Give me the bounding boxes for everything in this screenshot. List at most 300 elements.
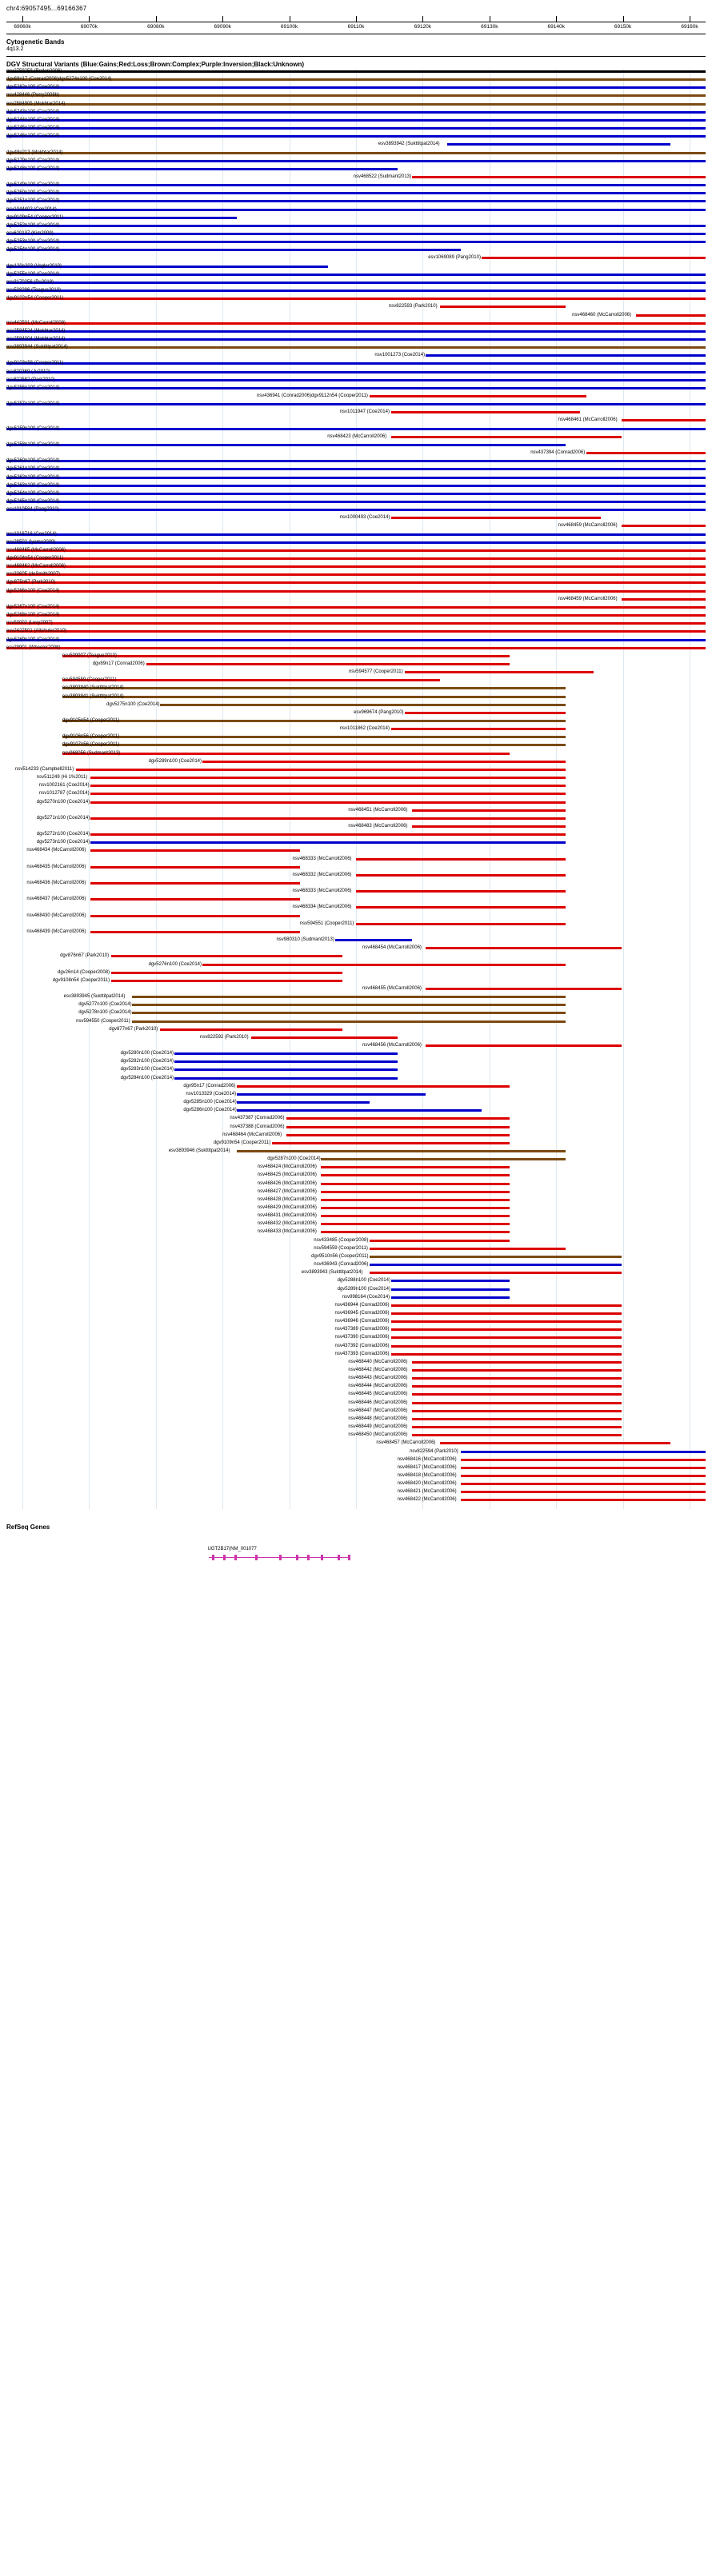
dgv-variant-track[interactable] (6, 1449, 706, 1455)
dgv-variant-track[interactable] (6, 889, 706, 894)
variant-bar[interactable] (237, 1093, 426, 1096)
variant-bar[interactable] (6, 322, 706, 325)
dgv-variant-track[interactable] (6, 913, 706, 919)
dgv-variant-track[interactable] (6, 207, 706, 213)
dgv-variant-track[interactable] (6, 775, 706, 781)
dgv-variant-track[interactable] (6, 1010, 706, 1016)
variant-bar[interactable] (174, 1052, 398, 1055)
variant-bar[interactable] (90, 849, 300, 852)
variant-bar[interactable] (237, 1150, 566, 1152)
dgv-variant-track[interactable] (6, 653, 706, 659)
variant-bar[interactable] (405, 712, 566, 714)
variant-bar[interactable] (321, 1223, 510, 1225)
dgv-variant-track[interactable] (6, 1181, 706, 1187)
dgv-variant-track[interactable] (6, 848, 706, 853)
dgv-variant-track[interactable] (6, 1197, 706, 1203)
variant-bar[interactable] (6, 362, 706, 365)
dgv-variant-track[interactable] (6, 1457, 706, 1463)
variant-bar[interactable] (6, 298, 706, 300)
variant-bar[interactable] (62, 687, 566, 689)
dgv-variant-track[interactable] (6, 523, 706, 529)
variant-bar[interactable] (237, 1085, 510, 1088)
variant-bar[interactable] (391, 436, 622, 438)
dgv-variant-track[interactable] (6, 1229, 706, 1235)
variant-bar[interactable] (90, 915, 300, 917)
variant-bar[interactable] (370, 1264, 622, 1266)
variant-bar[interactable] (202, 761, 566, 763)
dgv-variant-track[interactable] (6, 1108, 706, 1113)
dgv-variant-track[interactable] (6, 1205, 706, 1211)
dgv-variant-track[interactable] (6, 401, 706, 407)
variant-bar[interactable] (370, 1248, 566, 1250)
dgv-variant-track[interactable] (6, 77, 706, 82)
dgv-variant-track[interactable] (6, 970, 706, 976)
variant-bar[interactable] (6, 468, 706, 470)
variant-bar[interactable] (412, 176, 706, 178)
dgv-variant-track[interactable] (6, 483, 706, 489)
dgv-variant-track[interactable] (6, 1164, 706, 1170)
dgv-variant-track[interactable] (6, 223, 706, 229)
variant-bar[interactable] (426, 1044, 622, 1047)
dgv-variant-track[interactable] (6, 978, 706, 984)
variant-bar[interactable] (426, 988, 622, 990)
variant-bar[interactable] (6, 249, 461, 251)
dgv-variant-track[interactable] (6, 255, 706, 261)
dgv-variant-track[interactable] (6, 118, 706, 123)
variant-bar[interactable] (391, 411, 580, 413)
variant-bar[interactable] (6, 200, 706, 202)
dgv-variant-track[interactable] (6, 759, 706, 765)
variant-bar[interactable] (461, 1491, 706, 1493)
variant-bar[interactable] (412, 1385, 622, 1388)
variant-bar[interactable] (461, 1459, 706, 1461)
dgv-variant-track[interactable] (6, 645, 706, 651)
variant-bar[interactable] (174, 1068, 398, 1071)
variant-bar[interactable] (6, 192, 706, 194)
dgv-variant-track[interactable] (6, 1262, 706, 1268)
variant-bar[interactable] (6, 557, 706, 560)
dgv-variant-track[interactable] (6, 1124, 706, 1130)
variant-bar[interactable] (405, 671, 594, 673)
dgv-variant-track[interactable] (6, 629, 706, 634)
dgv-variant-track[interactable] (6, 751, 706, 757)
variant-bar[interactable] (90, 833, 566, 836)
dgv-variant-track[interactable] (6, 1424, 706, 1430)
variant-bar[interactable] (6, 94, 706, 97)
variant-bar[interactable] (6, 630, 706, 633)
variant-bar[interactable] (62, 736, 566, 738)
dgv-variant-track[interactable] (6, 313, 706, 318)
dgv-variant-track[interactable] (6, 1400, 706, 1406)
variant-bar[interactable] (461, 1483, 706, 1485)
dgv-variant-track[interactable] (6, 1287, 706, 1292)
variant-bar[interactable] (461, 1475, 706, 1477)
dgv-variant-track[interactable] (6, 272, 706, 278)
dgv-variant-track[interactable] (6, 1416, 706, 1422)
variant-bar[interactable] (6, 233, 706, 235)
variant-bar[interactable] (356, 874, 566, 877)
variant-bar[interactable] (391, 1296, 510, 1299)
dgv-variant-track[interactable] (6, 994, 706, 1000)
variant-bar[interactable] (6, 509, 706, 511)
variant-bar[interactable] (6, 606, 706, 609)
dgv-variant-track[interactable] (6, 945, 706, 951)
dgv-variant-track[interactable] (6, 166, 706, 172)
dgv-variant-track[interactable] (6, 1140, 706, 1146)
dgv-variant-track[interactable] (6, 150, 706, 156)
dgv-variant-track[interactable] (6, 767, 706, 773)
dgv-variant-track[interactable] (6, 791, 706, 797)
variant-bar[interactable] (6, 330, 706, 333)
dgv-variant-track[interactable] (6, 962, 706, 968)
dgv-variant-track[interactable] (6, 102, 706, 107)
dgv-variant-track[interactable] (6, 345, 706, 350)
variant-bar[interactable] (90, 898, 300, 901)
dgv-variant-track[interactable] (6, 873, 706, 878)
dgv-variant-track[interactable] (6, 515, 706, 521)
dgv-variant-track[interactable] (6, 702, 706, 708)
variant-bar[interactable] (391, 1345, 622, 1348)
dgv-variant-track[interactable] (6, 158, 706, 164)
variant-bar[interactable] (6, 346, 706, 349)
dgv-variant-track[interactable] (6, 231, 706, 237)
variant-bar[interactable] (321, 1191, 510, 1193)
dgv-variant-track[interactable] (6, 1473, 706, 1479)
variant-bar[interactable] (202, 964, 566, 966)
variant-bar[interactable] (272, 1142, 510, 1144)
variant-bar[interactable] (6, 379, 706, 381)
dgv-variant-track[interactable] (6, 1465, 706, 1471)
dgv-variant-track[interactable] (6, 1132, 706, 1138)
gene-ugt2b17[interactable] (207, 1546, 349, 1561)
variant-bar[interactable] (370, 1240, 510, 1242)
variant-bar[interactable] (132, 1012, 566, 1014)
dgv-variant-track[interactable] (6, 1116, 706, 1121)
dgv-variant-track[interactable] (6, 1019, 706, 1024)
dgv-variant-track[interactable] (6, 572, 706, 577)
dgv-variant-track[interactable] (6, 897, 706, 902)
variant-bar[interactable] (6, 565, 706, 568)
dgv-variant-track[interactable] (6, 134, 706, 139)
dgv-variant-track[interactable] (6, 1344, 706, 1349)
dgv-variant-track[interactable] (6, 953, 706, 959)
dgv-variant-track[interactable] (6, 677, 706, 683)
variant-bar[interactable] (146, 663, 510, 665)
variant-bar[interactable] (321, 1215, 510, 1217)
dgv-variant-track[interactable] (6, 369, 706, 375)
dgv-variant-track[interactable] (6, 93, 706, 98)
dgv-variant-track[interactable] (6, 1084, 706, 1089)
variant-bar[interactable] (6, 371, 706, 373)
dgv-variant-track[interactable] (6, 865, 706, 870)
variant-bar[interactable] (160, 1028, 342, 1031)
variant-bar[interactable] (62, 679, 440, 681)
dgv-variant-track[interactable] (6, 734, 706, 740)
dgv-variant-track[interactable] (6, 353, 706, 358)
variant-bar[interactable] (356, 890, 566, 893)
dgv-variant-track[interactable] (6, 564, 706, 569)
dgv-variant-track[interactable] (6, 605, 706, 610)
dgv-variant-track[interactable] (6, 1392, 706, 1397)
variant-bar[interactable] (391, 1320, 622, 1323)
dgv-variant-track[interactable] (6, 1335, 706, 1340)
dgv-variant-track[interactable] (6, 613, 706, 618)
variant-bar[interactable] (412, 1377, 622, 1380)
dgv-variant-track[interactable] (6, 1059, 706, 1064)
variant-bar[interactable] (440, 306, 566, 308)
variant-bar[interactable] (6, 111, 706, 114)
dgv-variant-track[interactable] (6, 1221, 706, 1227)
dgv-variant-track[interactable] (6, 937, 706, 943)
dgv-variant-track[interactable] (6, 174, 706, 180)
dgv-variant-track[interactable] (6, 304, 706, 310)
variant-bar[interactable] (62, 720, 566, 722)
dgv-variant-track[interactable] (6, 1408, 706, 1414)
dgv-variant-track[interactable] (6, 247, 706, 253)
dgv-variant-track[interactable] (6, 417, 706, 423)
variant-bar[interactable] (321, 1183, 510, 1185)
variant-bar[interactable] (6, 168, 398, 170)
variant-bar[interactable] (111, 972, 342, 974)
dgv-variant-track[interactable] (6, 881, 706, 886)
dgv-variant-track[interactable] (6, 385, 706, 391)
dgv-variant-track[interactable] (6, 215, 706, 221)
variant-bar[interactable] (90, 817, 566, 820)
variant-bar[interactable] (6, 573, 706, 576)
dgv-variant-track[interactable] (6, 905, 706, 910)
variant-bar[interactable] (6, 647, 706, 649)
dgv-variant-track[interactable] (6, 450, 706, 456)
dgv-variant-track[interactable] (6, 409, 706, 415)
dgv-variant-track[interactable] (6, 142, 706, 147)
variant-bar[interactable] (391, 1304, 622, 1307)
dgv-variant-track[interactable] (6, 377, 706, 383)
variant-bar[interactable] (321, 1199, 510, 1201)
variant-bar[interactable] (321, 1231, 510, 1233)
dgv-variant-track[interactable] (6, 1360, 706, 1365)
dgv-variant-track[interactable] (6, 393, 706, 399)
dgv-variant-track[interactable] (6, 198, 706, 204)
dgv-variant-track[interactable] (6, 1368, 706, 1373)
dgv-variant-track[interactable] (6, 1254, 706, 1260)
variant-bar[interactable] (90, 841, 566, 844)
variant-bar[interactable] (412, 1410, 622, 1412)
dgv-variant-track[interactable] (6, 637, 706, 643)
variant-bar[interactable] (370, 1272, 622, 1274)
dgv-variant-track[interactable] (6, 1489, 706, 1495)
variant-bar[interactable] (370, 1256, 622, 1258)
dgv-variant-track[interactable] (6, 685, 706, 691)
variant-bar[interactable] (636, 314, 706, 317)
dgv-variant-track[interactable] (6, 929, 706, 935)
dgv-variant-track[interactable] (6, 499, 706, 505)
variant-bar[interactable] (90, 931, 300, 933)
dgv-variant-track[interactable] (6, 710, 706, 716)
dgv-variant-track[interactable] (6, 426, 706, 432)
variant-bar[interactable] (6, 590, 706, 593)
dgv-variant-track[interactable] (6, 280, 706, 286)
variant-bar[interactable] (447, 143, 671, 146)
variant-bar[interactable] (111, 955, 342, 957)
dgv-variant-track[interactable] (6, 1303, 706, 1308)
variant-bar[interactable] (356, 858, 566, 861)
dgv-variant-track[interactable] (6, 1002, 706, 1008)
dgv-variant-track[interactable] (6, 1172, 706, 1178)
dgv-variant-track[interactable] (6, 1246, 706, 1252)
variant-bar[interactable] (286, 1126, 510, 1128)
variant-bar[interactable] (370, 395, 586, 397)
variant-bar[interactable] (356, 923, 566, 925)
variant-bar[interactable] (6, 135, 706, 138)
variant-bar[interactable] (412, 1426, 622, 1428)
variant-bar[interactable] (391, 728, 566, 730)
dgv-variant-track[interactable] (6, 1213, 706, 1219)
dgv-variant-track[interactable] (6, 986, 706, 992)
variant-bar[interactable] (391, 1336, 622, 1339)
variant-bar[interactable] (6, 460, 706, 462)
variant-bar[interactable] (160, 704, 566, 706)
variant-bar[interactable] (90, 785, 566, 787)
variant-bar[interactable] (132, 996, 566, 998)
dgv-variant-track[interactable] (6, 832, 706, 837)
dgv-variant-track[interactable] (6, 669, 706, 675)
dgv-variant-track[interactable] (6, 296, 706, 302)
dgv-variant-track[interactable] (6, 840, 706, 845)
variant-bar[interactable] (6, 403, 706, 405)
dgv-variant-track[interactable] (6, 1067, 706, 1072)
variant-bar[interactable] (111, 980, 342, 982)
dgv-variant-track[interactable] (6, 726, 706, 732)
dgv-variant-track[interactable] (6, 1327, 706, 1332)
variant-bar[interactable] (6, 184, 706, 186)
dgv-variant-track[interactable] (6, 190, 706, 196)
variant-bar[interactable] (321, 1158, 566, 1160)
variant-bar[interactable] (132, 1004, 566, 1006)
variant-bar[interactable] (622, 525, 706, 527)
variant-bar[interactable] (391, 1288, 510, 1291)
dgv-variant-track[interactable] (6, 1238, 706, 1244)
variant-bar[interactable] (321, 1207, 510, 1209)
variant-bar[interactable] (6, 549, 706, 552)
dgv-variant-track[interactable] (6, 442, 706, 448)
dgv-variant-track[interactable] (6, 1043, 706, 1048)
dgv-variant-track[interactable] (6, 1189, 706, 1195)
variant-bar[interactable] (391, 1353, 622, 1356)
dgv-variant-track[interactable] (6, 921, 706, 927)
dgv-variant-track[interactable] (6, 1384, 706, 1389)
dgv-variant-track[interactable] (6, 824, 706, 829)
dgv-variant-track[interactable] (6, 110, 706, 115)
dgv-variant-track[interactable] (6, 1270, 706, 1276)
dgv-variant-track[interactable] (6, 507, 706, 513)
dgv-variant-track[interactable] (6, 1319, 706, 1324)
variant-bar[interactable] (174, 1077, 398, 1080)
variant-bar[interactable] (6, 581, 706, 584)
variant-bar[interactable] (321, 1166, 510, 1168)
variant-bar[interactable] (6, 119, 706, 122)
variant-bar[interactable] (6, 152, 706, 154)
dgv-variant-track[interactable] (6, 69, 706, 74)
variant-bar[interactable] (335, 939, 412, 941)
variant-bar[interactable] (412, 1434, 622, 1436)
dgv-variant-track[interactable] (6, 491, 706, 497)
variant-bar[interactable] (586, 452, 706, 454)
dgv-variant-track[interactable] (6, 1051, 706, 1056)
dgv-variant-track[interactable] (6, 1076, 706, 1081)
variant-bar[interactable] (482, 257, 706, 259)
dgv-variant-track[interactable] (6, 580, 706, 585)
variant-bar[interactable] (6, 533, 706, 536)
dgv-variant-track[interactable] (6, 264, 706, 270)
variant-bar[interactable] (391, 1312, 622, 1315)
variant-bar[interactable] (412, 1361, 622, 1364)
variant-bar[interactable] (6, 338, 706, 341)
variant-bar[interactable] (90, 793, 566, 795)
variant-bar[interactable] (62, 744, 566, 746)
dgv-variant-track[interactable] (6, 1481, 706, 1487)
dgv-variant-track[interactable] (6, 85, 706, 90)
variant-bar[interactable] (6, 86, 706, 89)
variant-bar[interactable] (440, 1442, 670, 1444)
variant-bar[interactable] (90, 777, 566, 779)
dgv-variant-track[interactable] (6, 1295, 706, 1300)
variant-bar[interactable] (412, 809, 566, 812)
dgv-variant-track[interactable] (6, 1278, 706, 1284)
dgv-variant-track[interactable] (6, 857, 706, 862)
dgv-variant-track[interactable] (6, 1311, 706, 1316)
variant-bar[interactable] (132, 1020, 566, 1023)
variant-bar[interactable] (461, 1499, 706, 1501)
dgv-variant-track[interactable] (6, 475, 706, 481)
dgv-variant-track[interactable] (6, 816, 706, 821)
variant-bar[interactable] (391, 1280, 510, 1282)
variant-bar[interactable] (622, 419, 706, 421)
dgv-variant-track[interactable] (6, 1432, 706, 1438)
variant-bar[interactable] (6, 103, 706, 106)
variant-bar[interactable] (6, 541, 706, 544)
dgv-variant-track[interactable] (6, 466, 706, 472)
dgv-variant-track[interactable] (6, 434, 706, 440)
dgv-variant-track[interactable] (6, 556, 706, 561)
variant-bar[interactable] (412, 1369, 622, 1372)
dgv-variant-track[interactable] (6, 1440, 706, 1446)
variant-bar[interactable] (286, 1117, 510, 1120)
variant-bar[interactable] (461, 1467, 706, 1469)
dgv-variant-track[interactable] (6, 540, 706, 545)
variant-bar[interactable] (391, 517, 601, 519)
variant-bar[interactable] (426, 947, 622, 949)
variant-bar[interactable] (6, 160, 706, 162)
variant-bar[interactable] (6, 614, 706, 617)
dgv-variant-track[interactable] (6, 458, 706, 464)
dgv-variant-track[interactable] (6, 1376, 706, 1381)
variant-bar[interactable] (412, 825, 566, 828)
dgv-variant-track[interactable] (6, 800, 706, 805)
variant-bar[interactable] (412, 1393, 622, 1396)
variant-bar[interactable] (412, 1402, 622, 1404)
variant-bar[interactable] (286, 1134, 510, 1136)
variant-bar[interactable] (6, 241, 706, 243)
variant-bar[interactable] (412, 1418, 622, 1420)
dgv-variant-track[interactable] (6, 661, 706, 667)
dgv-variant-track[interactable] (6, 1148, 706, 1154)
variant-bar[interactable] (237, 1101, 370, 1104)
variant-bar[interactable] (62, 655, 510, 657)
dgv-variant-track[interactable] (6, 621, 706, 626)
variant-bar[interactable] (426, 354, 706, 357)
dgv-variant-track[interactable] (6, 1352, 706, 1357)
dgv-variant-track[interactable] (6, 1156, 706, 1162)
